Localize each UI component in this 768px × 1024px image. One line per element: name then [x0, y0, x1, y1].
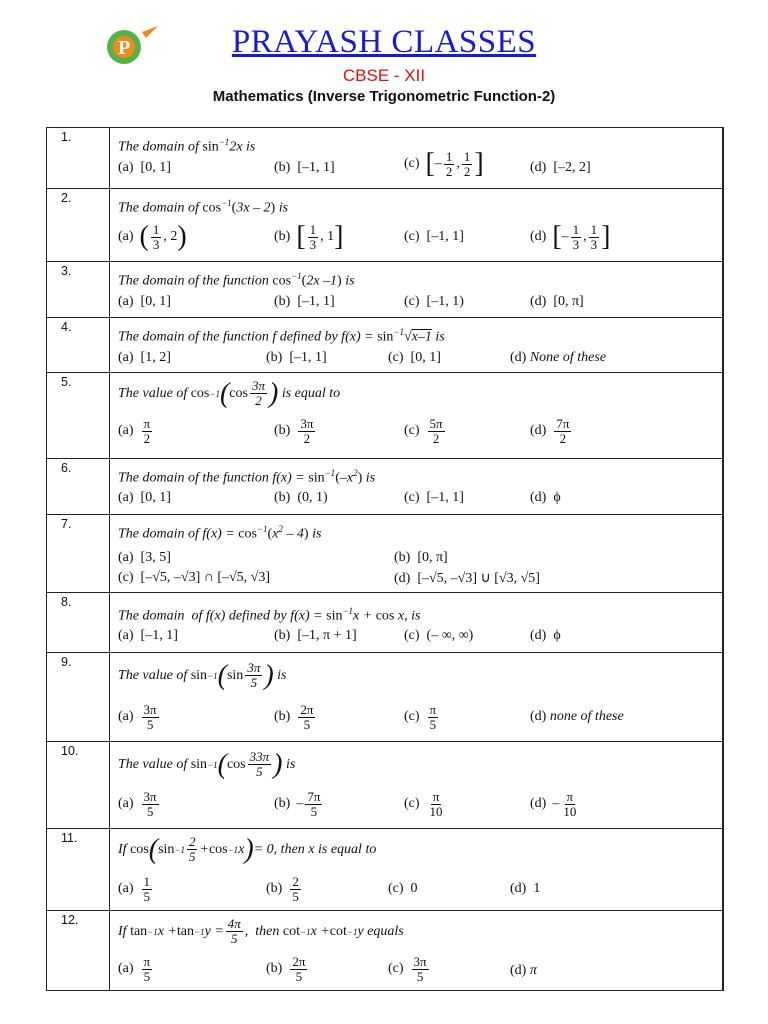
option-c[interactable]: (c) [–1, 1) [404, 293, 464, 309]
option-a[interactable]: (a) [0, 1] [118, 293, 171, 309]
question-body [110, 318, 724, 373]
question-row [47, 514, 724, 592]
option-c[interactable]: (c) [–1, 1] [404, 490, 464, 506]
question-body [110, 652, 724, 741]
question-row [47, 828, 724, 910]
question-number: 7. [47, 514, 110, 592]
question-number: 2. [47, 189, 110, 262]
option-b[interactable]: (b) [–1, π + 1] [274, 628, 357, 644]
options-row [118, 867, 716, 907]
option-a[interactable]: (a) $\frac{3\pi}{5}$ [118, 788, 157, 819]
option-c[interactable]: (c) 0 [388, 880, 418, 896]
question-body [110, 372, 724, 458]
question-stem: The value of sin −1 ( cos $\frac{33\pi}{5}$ ) is [118, 748, 296, 780]
option-c[interactable]: (c) [ – $\frac{1}{2}$ , $\frac{1}{2}$ ] [404, 148, 484, 180]
question-body [110, 514, 724, 592]
option-d[interactable]: (d) π [510, 962, 537, 978]
option-a[interactable]: (a) $\frac{\pi}{2}$ [118, 415, 151, 446]
question-stem: If cos ( sin −1 $\frac{2}{5}$ + cos −1 x ) = 0, then x is equal to [118, 833, 377, 865]
class-subtitle: CBSE - XII [342, 66, 426, 85]
options-row [118, 148, 716, 182]
option-c[interactable]: (c) [–1, 1] [404, 228, 464, 244]
option-d[interactable]: (d) [ – $\frac{1}{3}$ , $\frac{1}{3}$ ] [530, 221, 611, 253]
option-b[interactable]: (b) $\frac{3\pi}{2}$ [274, 415, 314, 446]
question-row [47, 741, 724, 828]
question-number: 8. [47, 592, 110, 652]
question-stem: The domain of f(x) defined by $f(x) = \sin^{-1}x + \cos x$, is [118, 605, 421, 624]
page-title: PRAYASH CLASSES [231, 24, 537, 60]
question-stem: The value of sin −1 ( sin $\frac{3\pi}{5}$ ) is [118, 659, 287, 691]
option-c[interactable]: (c) [–√5, –√3] ∩ [–√5, √3] [118, 570, 271, 586]
option-b[interactable]: (b) $\frac{2\pi}{5}$ [266, 953, 306, 984]
question-number: 5. [47, 372, 110, 458]
question-body [110, 828, 724, 910]
option-b[interactable]: (b) [–1, 1] [266, 349, 327, 365]
question-row [47, 592, 724, 652]
option-c[interactable]: (c) (– ∞, ∞) [404, 628, 474, 644]
options-row [118, 348, 716, 372]
question-row [47, 458, 724, 514]
options-row [118, 695, 716, 735]
options-row [118, 548, 716, 568]
question-number: 11. [47, 828, 110, 910]
question-body [110, 741, 724, 828]
question-stem: The domain of $\sin^{-1}2x$ is [118, 137, 256, 155]
option-a[interactable]: (a) [1, 2] [118, 349, 171, 365]
option-d[interactable]: (d) [–2, 2] [530, 159, 591, 175]
option-b[interactable]: (b) [0, π] [394, 550, 448, 566]
option-b[interactable]: (b) – $\frac{7\pi}{5}$ [274, 788, 321, 819]
question-row [47, 128, 724, 189]
option-b[interactable]: (b) [–1, 1] [274, 159, 335, 175]
option-a[interactable]: (a) [–1, 1] [118, 628, 178, 644]
option-b[interactable]: (b) $\frac{2}{5}$ [266, 873, 299, 904]
question-body [110, 458, 724, 514]
options-row [118, 568, 716, 588]
question-stem: The domain of the function f defined by $f(x) = \sin^{-1}√x-1$ is [118, 327, 445, 345]
options-row [118, 411, 716, 451]
question-row [47, 262, 724, 318]
question-number: 3. [47, 262, 110, 318]
question-number: 6. [47, 458, 110, 514]
option-c[interactable]: (c) $\frac{\pi}{5}$ [404, 701, 437, 732]
question-row [47, 910, 724, 990]
question-body [110, 592, 724, 652]
question-body [110, 262, 724, 318]
options-row [118, 949, 716, 989]
options-row [118, 292, 716, 316]
question-table [46, 127, 724, 991]
question-row [47, 189, 724, 262]
option-b[interactable]: (b) $\frac{2\pi}{5}$ [274, 701, 314, 732]
option-d[interactable]: (d) None of these [510, 349, 607, 365]
question-number: 10. [47, 741, 110, 828]
option-d[interactable]: (d) $\frac{7\pi}{2}$ [530, 415, 570, 446]
question-stem: The domain of the function $f(x) = \sin^{-1}(-x^2)$ is [118, 467, 376, 486]
question-number: 12. [47, 910, 110, 990]
option-c[interactable]: (c) $\frac{5\pi}{2}$ [404, 415, 443, 446]
question-row [47, 372, 724, 458]
option-d[interactable]: (d) [–√5, –√3] ∪ [√3, √5] [394, 571, 540, 587]
option-d[interactable]: (d) 1 [510, 880, 541, 896]
option-d[interactable]: (d) – $\frac{\pi}{10}$ [530, 788, 577, 819]
question-stem: The domain of $f(x) = \cos^{-1}(x^2 - 4)$ is [118, 523, 322, 542]
option-b[interactable]: (b) [ $\frac{1}{3}$ , 1 ] [274, 221, 344, 253]
question-body [110, 189, 724, 262]
question-stem: The domain of the function $\cos^{-1}(2x$ –1) is [118, 271, 355, 289]
option-a[interactable]: (a) $\frac{1}{5}$ [118, 873, 151, 904]
question-stem: The domain of $\cos^{-1}(3x - 2)$ is [118, 198, 289, 216]
option-a[interactable]: (a) [3, 5] [118, 550, 171, 566]
svg-text:P: P [118, 37, 131, 59]
option-b[interactable]: (b) (0, 1) [274, 490, 328, 506]
option-d[interactable]: (d) none of these [530, 708, 624, 724]
option-a[interactable]: (a) $\frac{3\pi}{5}$ [118, 701, 157, 732]
option-a[interactable]: (a) [0, 1] [118, 490, 171, 506]
option-a[interactable]: (a) ( $\frac{1}{3}$ , 2 ) [118, 221, 187, 253]
question-number: 9. [47, 652, 110, 741]
options-row [118, 219, 716, 257]
question-row [47, 652, 724, 741]
question-stem: If tan −1 x + tan −1 y = $\frac{4\pi}{5}$ , then cot −1 x + cot −1 y equals [118, 916, 404, 947]
question-row [47, 318, 724, 373]
option-c[interactable]: (c) $\frac{3\pi}{5}$ [388, 953, 427, 984]
option-c[interactable]: (c) $\frac{\pi}{10}$ [404, 788, 443, 819]
option-a[interactable]: (a) [0, 1] [118, 159, 171, 175]
page-header [0, 0, 768, 124]
subject-heading: Mathematics (Inverse Trigonometric Function-2) [212, 88, 556, 105]
option-c[interactable]: (c) [0, 1] [388, 349, 441, 365]
option-d[interactable]: (d) ϕ [530, 490, 561, 506]
option-d[interactable]: (d) ϕ [530, 628, 561, 644]
question-number: 1. [47, 128, 110, 189]
option-b[interactable]: (b) [–1, 1] [274, 293, 335, 309]
options-row [118, 626, 716, 650]
question-body [110, 910, 724, 990]
question-number: 4. [47, 318, 110, 373]
question-stem: The value of cos −1 ( cos $\frac{3\pi}{2}$ ) is equal to [118, 377, 341, 409]
option-a[interactable]: (a) $\frac{\pi}{5}$ [118, 953, 151, 984]
option-d[interactable]: (d) [0, π] [530, 293, 584, 309]
options-row [118, 488, 716, 512]
options-row [118, 784, 716, 824]
question-body [110, 128, 724, 189]
